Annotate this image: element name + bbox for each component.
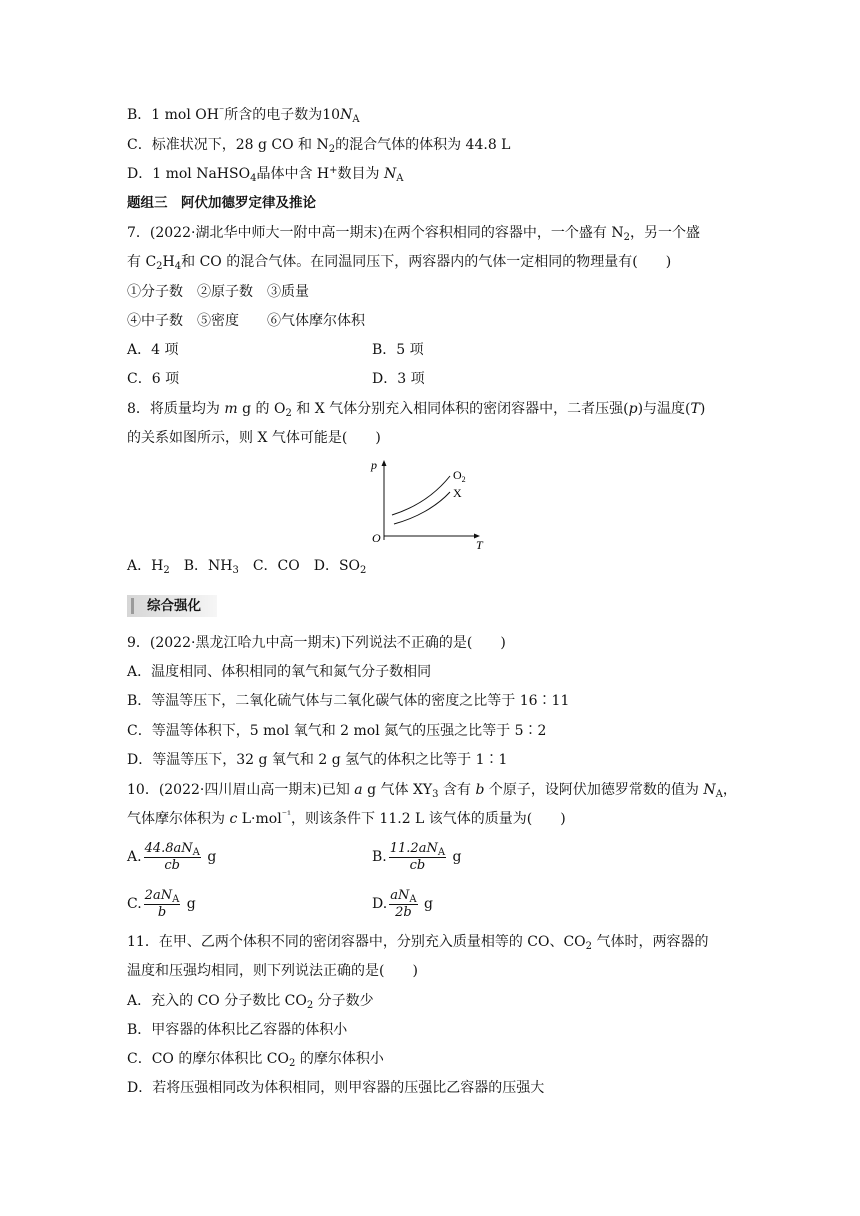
axis-label-t: T xyxy=(476,538,483,552)
curve-label-o2: $O_2$ xyxy=(453,468,466,484)
q10-option-a: A. $\frac{44.8aN_A}{cb}$ g xyxy=(127,840,217,873)
q8-stem-line1: 8．将质量均为 m g 的 $O_2$ 和 X 气体分别充入相同体积的密闭容器中，二者压强(p)与温度(T) xyxy=(127,401,706,419)
q6-option-d: D．1 mol NaHSO$_4$晶体中含 H+数目为 $N_A$ xyxy=(127,165,404,184)
q8-options: A．$H_2$ B．$NH_3$ C．CO D．$SO_2$ xyxy=(127,558,367,576)
q7-items-row2: ④中子数 ⑤密度 ⑥气体摩尔体积 xyxy=(127,313,365,329)
q7-option-d: D．3 项 xyxy=(372,371,425,387)
q8-stem-line2: 的关系如图所示，则 X 气体可能是( ) xyxy=(127,430,381,446)
q11-stem-line2: 温度和压强均相同，则下列说法正确的是( ) xyxy=(127,963,418,979)
q7-option-a: A．4 项 xyxy=(127,342,179,358)
curve-x xyxy=(394,492,450,524)
q10-stem-line1: 10．(2022·四川眉山高一期末)已知 a g 气体 $XY_3$ 含有 b 个原子，设阿伏加德罗常数的值为 $N_A$， xyxy=(127,782,737,800)
q11-option-a: A．充入的 CO 分子数比 $CO_2$ 分子数少 xyxy=(127,993,374,1011)
pressure-temperature-figure xyxy=(366,456,496,552)
q9-option-a: A．温度相同、体积相同的氧气和氮气分子数相同 xyxy=(127,664,432,680)
q7-items-row1: ①分子数 ②原子数 ③质量 xyxy=(127,284,309,300)
section-title: 题组三 阿伏加德罗定律及推论 xyxy=(127,195,316,211)
axis-label-p: p xyxy=(371,458,377,472)
q7-stem-line1: 7．(2022·湖北华中师大一附中高一期末)在两个容积相同的容器中，一个盛有 $N_2$，另一个盛 xyxy=(127,225,700,243)
origin-label: O xyxy=(372,531,381,545)
q10-option-c: C. $\frac{2aN_A}{b}$ g xyxy=(127,887,196,920)
curve-label-x: X xyxy=(453,486,462,500)
q11-stem-line1: 11．在甲、乙两个体积不同的密闭容器中，分别充入质量相等的 CO、$CO_2$ 气体时，两容器的 xyxy=(127,934,709,952)
q9-stem: 9．(2022·黑龙江哈九中高一期末)下列说法不正确的是( ) xyxy=(127,635,506,651)
q9-option-b: B．等温等压下，二氧化硫气体与二氧化碳气体的密度之比等于 16∶11 xyxy=(127,693,570,709)
q7-option-c: C．6 项 xyxy=(127,371,180,387)
q11-option-d: D．若将压强相同改为体积相同，则甲容器的压强比乙容器的压强大 xyxy=(127,1080,545,1096)
q6-option-c: C．标准状况下，28 g CO 和 $N_2$的混合气体的体积为 44.8 L xyxy=(127,137,511,155)
q7-stem-line2: 有 $C_2H_4$和 CO 的混合气体。在同温同压下，两容器内的气体一定相同的物理量有( ) xyxy=(127,254,672,272)
q7-option-b: B．5 项 xyxy=(372,342,424,358)
q9-option-d: D．等温等压下，32 g 氧气和 2 g 氢气的体积之比等于 1∶1 xyxy=(127,752,508,768)
y-axis-arrow xyxy=(382,460,387,466)
q10-stem-line2: 气体摩尔体积为 c L·mol$^{^{-1}}$，则该条件下 11.2 L 该气体的质量为( ) xyxy=(127,810,566,827)
q9-option-c: C．等温等体积下，5 mol 氧气和 2 mol 氮气的压强之比等于 5∶2 xyxy=(127,723,547,739)
q11-option-b: B．甲容器的体积比乙容器的体积小 xyxy=(127,1022,348,1038)
q10-option-d: D. $\frac{aN_A}{2b}$ g xyxy=(372,887,433,920)
curve-o2 xyxy=(392,476,450,515)
section-banner: 综合强化 xyxy=(127,595,217,617)
q10-option-b: B. $\frac{11.2aN_A}{cb}$ g xyxy=(372,840,462,873)
q11-option-c: C．CO 的摩尔体积比 $CO_2$ 的摩尔体积小 xyxy=(127,1051,384,1069)
q6-option-b: B．1 mol OH⁻所含的电子数为$10N_A$ xyxy=(127,106,360,125)
